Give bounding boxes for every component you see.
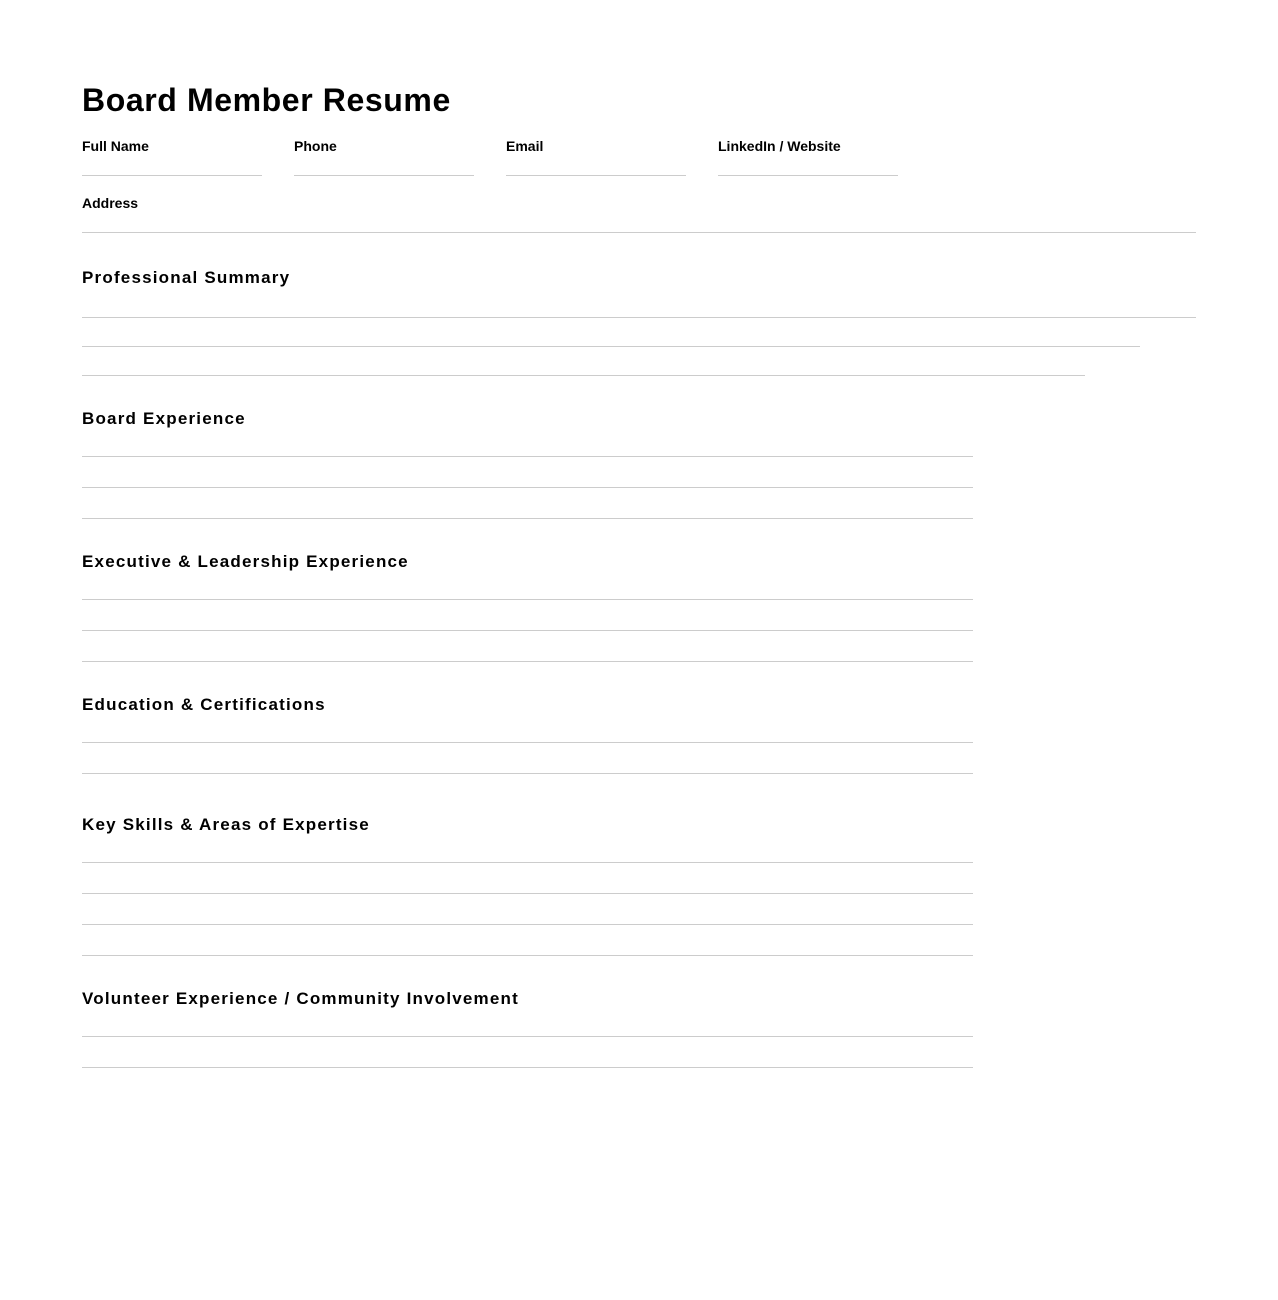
page-title: Board Member Resume	[82, 82, 451, 118]
skills-line-2[interactable]	[82, 893, 973, 894]
email-label: Email	[506, 138, 544, 154]
phone-label: Phone	[294, 138, 337, 154]
board-experience-line-3[interactable]	[82, 518, 973, 519]
section-title-volunteer-community: Volunteer Experience / Community Involvement	[82, 989, 519, 1008]
linkedin-website-label: LinkedIn / Website	[718, 138, 841, 154]
board-experience-line-2[interactable]	[82, 487, 973, 488]
education-line-2[interactable]	[82, 773, 973, 774]
education-line-1[interactable]	[82, 742, 973, 743]
volunteer-line-1[interactable]	[82, 1036, 973, 1037]
executive-line-3[interactable]	[82, 661, 973, 662]
linkedin-website-input-line[interactable]	[718, 175, 898, 176]
full-name-input-line[interactable]	[82, 175, 262, 176]
skills-line-4[interactable]	[82, 955, 973, 956]
skills-line-3[interactable]	[82, 924, 973, 925]
summary-line-3[interactable]	[82, 375, 1085, 376]
summary-line-2[interactable]	[82, 346, 1140, 347]
email-input-line[interactable]	[506, 175, 686, 176]
section-title-education-certifications: Education & Certifications	[82, 695, 326, 714]
summary-line-1[interactable]	[82, 317, 1196, 318]
executive-line-1[interactable]	[82, 599, 973, 600]
section-title-executive-leadership: Executive & Leadership Experience	[82, 552, 409, 571]
skills-line-1[interactable]	[82, 862, 973, 863]
board-experience-line-1[interactable]	[82, 456, 973, 457]
volunteer-line-2[interactable]	[82, 1067, 973, 1068]
phone-input-line[interactable]	[294, 175, 474, 176]
address-input-line[interactable]	[82, 232, 1196, 233]
section-title-board-experience: Board Experience	[82, 409, 246, 428]
address-label: Address	[82, 195, 139, 211]
executive-line-2[interactable]	[82, 630, 973, 631]
section-title-professional-summary: Professional Summary	[82, 268, 291, 287]
full-name-label: Full Name	[82, 138, 149, 154]
section-title-key-skills: Key Skills & Areas of Expertise	[82, 815, 370, 834]
